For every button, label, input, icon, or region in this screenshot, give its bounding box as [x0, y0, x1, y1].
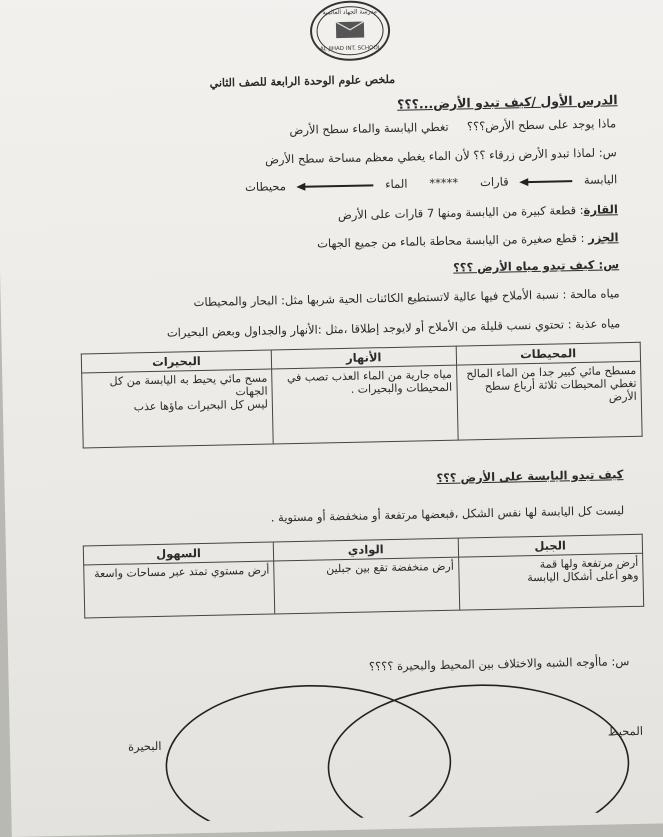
- table-header-cell: السهول: [83, 542, 273, 565]
- venn-label-ocean: المحيط: [607, 723, 644, 739]
- arrow-left-icon: [518, 176, 574, 187]
- table-row: [84, 553, 644, 618]
- water-bodies-table: [81, 342, 643, 449]
- compare-question: س: ماأوجه الشبه والاختلاف بين المحيط والبحيرة ؟؟؟؟: [368, 654, 630, 674]
- islands-def: : قطع صغيرة من اليابسة محاطة بالماء من جميع الجهات: [316, 230, 589, 251]
- flow-stars: *****: [429, 175, 459, 191]
- flow-water: الماء: [385, 176, 408, 192]
- table-header-cell: المحيطات: [456, 342, 641, 365]
- lesson-title: الدرس الأول /كيف تبدو الأرض...؟؟؟: [396, 92, 618, 112]
- table-header-cell: الجبل: [458, 534, 643, 557]
- arrow-left-icon: [295, 180, 375, 192]
- land-water-flow: [245, 172, 617, 194]
- question-surface-prompt: ماذا يوجد على سطح الأرض؟؟؟: [466, 116, 617, 134]
- svg-text:مدرسة الجهاد العالمية: مدرسة الجهاد العالمية: [322, 8, 377, 17]
- venn-circle-ocean: [327, 682, 630, 823]
- venn-diagram: [116, 661, 663, 823]
- question-surface-answer: تغطي اليابسة والماء سطح الأرض: [289, 119, 449, 138]
- table-cell: أرض مرتفعة ولها قمة وهو أعلى أشكال اليابسة: [458, 553, 644, 610]
- venn-label-lake: البحيرة: [127, 738, 162, 754]
- land-question: كيف تبدو اليابسة على الأرض ؟؟؟: [436, 467, 624, 486]
- worksheet-content: [12, 0, 663, 811]
- table-header-cell: الأنهار: [271, 346, 456, 369]
- continent-term: القارة: [583, 202, 619, 217]
- landforms-table: [83, 534, 644, 619]
- salty-water-definition: مياه مالحة : نسبة الأملاح فيها عالية لاتستطيع الكائنات الحية شربها مثل: البحار والمحيطات: [193, 286, 620, 310]
- land-statement: ليست كل اليابسة لها نفس الشكل ،فبعضها مرتفعة أو منخفضة أو مستوية .: [270, 503, 625, 525]
- table-header-cell: الوادي: [273, 538, 458, 561]
- venn-circle-lake: [165, 683, 452, 823]
- flow-continents: قارات: [479, 174, 509, 190]
- school-logo: [308, 0, 391, 63]
- table-cell: أرض مستوي تمتد عبر مساحات واسعة: [84, 561, 275, 618]
- flow-oceans: محيطات: [244, 179, 287, 195]
- table-cell: مسح مائي يحيط به اليابسة من كل الجهات ليس كل البحيرات ماؤها عذب: [82, 369, 274, 448]
- waters-question: س: كيف تبدو مياه الأرض ؟؟؟: [452, 257, 620, 275]
- table-cell: مياه جارية من الماء العذب تصب في المحيطات والبحيرات .: [272, 365, 458, 444]
- fresh-water-definition: مياه عذبة : تحتوي نسب قليلة من الأملاح أو لايوجد إطلاقا ،مثل :الأنهار والجداول وبعض البحيرات: [166, 316, 621, 340]
- table-header-cell: البحيرات: [81, 350, 271, 373]
- continent-definition: [338, 202, 618, 222]
- table-cell: أرض منخفضة تقع بين جبلين: [274, 557, 460, 614]
- question-surface: [289, 116, 616, 137]
- flow-land: اليابسة: [583, 172, 618, 187]
- islands-definition: [317, 230, 619, 250]
- worksheet-title: ملخص علوم الوحدة الرابعة للصف الثاني: [209, 72, 396, 90]
- question-blue-earth: س: لماذا تبدو الأرض زرقاء ؟؟ لأن الماء يغطي معظم مساحة سطح الأرض: [264, 145, 617, 167]
- table-row: [82, 361, 642, 448]
- islands-term: الجزر: [587, 230, 619, 245]
- svg-text:AL JIHAD INT. SCHOOL: AL JIHAD INT. SCHOOL: [319, 45, 381, 53]
- continent-def: : قطعة كبيرة من اليابسة ومنها 7 قارات على الأرض: [337, 202, 584, 223]
- table-cell: مسطح مائي كبير جدا من الماء المالح تغطي المحيطات ثلاثة أرباع سطح الأرض: [456, 361, 642, 440]
